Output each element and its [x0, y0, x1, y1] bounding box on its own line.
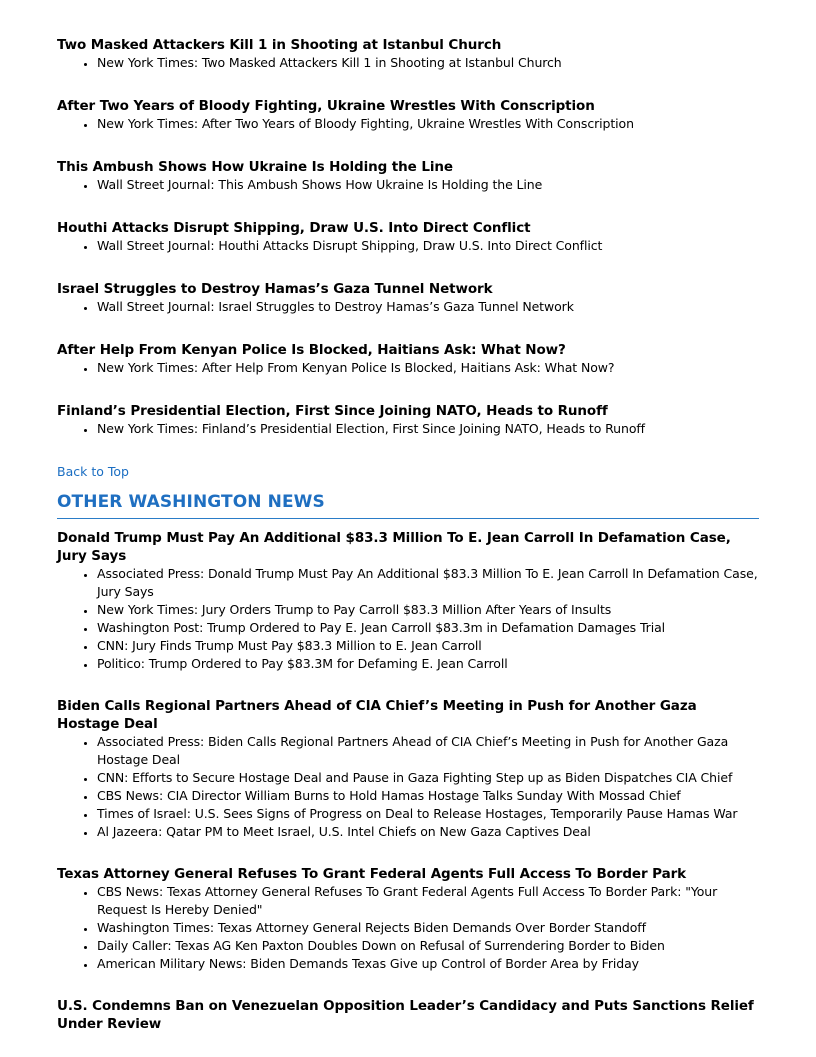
- source-link[interactable]: • Politico: Trump Ordered to Pay $83.3M for Defaming E. Jean Carroll: [97, 655, 759, 673]
- source-list: [57, 298, 759, 316]
- story-item: [57, 341, 759, 402]
- story-title[interactable]: After Help From Kenyan Police Is Blocked, Haitians Ask: What Now?: [57, 342, 566, 358]
- source-link[interactable]: • American Military News: Biden Demands Texas Give up Control of Border Area by Friday: [97, 955, 759, 973]
- source-list: [57, 359, 759, 377]
- source-link[interactable]: • Daily Caller: Texas AG Ken Paxton Doubles Down on Refusal of Surrendering Border to Biden: [97, 937, 759, 955]
- story-title[interactable]: Houthi Attacks Disrupt Shipping, Draw U.S. Into Direct Conflict: [57, 220, 531, 236]
- story-title[interactable]: Texas Attorney General Refuses To Grant Federal Agents Full Access To Border Park: [57, 866, 687, 882]
- story-title[interactable]: Donald Trump Must Pay An Additional $83.3 Million To E. Jean Carroll In Defamation Case, Jury Says: [57, 530, 731, 564]
- story-title[interactable]: Two Masked Attackers Kill 1 in Shooting at Istanbul Church: [57, 37, 502, 53]
- source-link[interactable]: • Washington Post: Trump Ordered to Pay E. Jean Carroll $83.3m in Defamation Damages Trial: [97, 619, 759, 637]
- source-link[interactable]: • CNN: Jury Finds Trump Must Pay $83.3 Million to E. Jean Carroll: [97, 637, 759, 655]
- source-list: [57, 733, 759, 841]
- source-link[interactable]: • Al Jazeera: Qatar PM to Meet Israel, U.S. Intel Chiefs on New Gaza Captives Deal: [97, 823, 759, 841]
- source-link[interactable]: • CBS News: CIA Director William Burns to Hold Hamas Hostage Talks Sunday With Mossad Chief: [97, 787, 759, 805]
- source-link[interactable]: • New York Times: After Help From Kenyan Police Is Blocked, Haitians Ask: What Now?: [97, 359, 759, 377]
- source-link[interactable]: • CNN: Efforts to Secure Hostage Deal and Pause in Gaza Fighting Step up as Biden Dispatches CIA Chief: [97, 769, 759, 787]
- source-list: [57, 420, 759, 438]
- source-list: [57, 883, 759, 973]
- source-list: [57, 237, 759, 255]
- story-item: [57, 280, 759, 341]
- world-news-list: [57, 36, 759, 463]
- source-link[interactable]: • New York Times: After Two Years of Bloody Fighting, Ukraine Wrestles With Conscription: [97, 115, 759, 133]
- source-link[interactable]: • Washington Times: Texas Attorney General Rejects Biden Demands Over Border Standoff: [97, 919, 759, 937]
- story-title[interactable]: U.S. Condemns Ban on Venezuelan Opposition Leader’s Candidacy and Puts Sanctions Relief Under Review: [57, 998, 754, 1032]
- source-link[interactable]: • Associated Press: Donald Trump Must Pay An Additional $83.3 Million To E. Jean Carroll In Defamation Case, Jury Says: [97, 565, 759, 601]
- source-link[interactable]: • New York Times: Jury Orders Trump to Pay Carroll $83.3 Million After Years of Insults: [97, 601, 759, 619]
- story-title[interactable]: Finland’s Presidential Election, First Since Joining NATO, Heads to Runoff: [57, 403, 608, 419]
- source-list: [57, 176, 759, 194]
- story-title[interactable]: This Ambush Shows How Ukraine Is Holding the Line: [57, 159, 453, 175]
- source-link[interactable]: • Wall Street Journal: This Ambush Shows How Ukraine Is Holding the Line: [97, 176, 759, 194]
- source-link[interactable]: • Associated Press: Biden Calls Regional Partners Ahead of CIA Chief’s Meeting in Push for Another Gaza Hostage Deal: [97, 733, 759, 769]
- section-heading: OTHER WASHINGTON NEWS: [57, 491, 759, 519]
- story-item: [57, 219, 759, 280]
- story-title[interactable]: Israel Struggles to Destroy Hamas’s Gaza Tunnel Network: [57, 281, 493, 297]
- story-item: [57, 997, 759, 1033]
- story-item: [57, 402, 759, 463]
- story-item: [57, 97, 759, 158]
- story-item: [57, 36, 759, 97]
- story-item: [57, 865, 759, 973]
- source-list: [57, 565, 759, 673]
- source-link[interactable]: • CBS News: Texas Attorney General Refuses To Grant Federal Agents Full Access To Border Park: "Your Request Is Hereby Denied": [97, 883, 759, 919]
- story-item: [57, 697, 759, 841]
- source-link[interactable]: • Times of Israel: U.S. Sees Signs of Progress on Deal to Release Hostages, Temporarily Pause Hamas War: [97, 805, 759, 823]
- source-link[interactable]: • Wall Street Journal: Houthi Attacks Disrupt Shipping, Draw U.S. Into Direct Conflict: [97, 237, 759, 255]
- washington-news-list: [57, 529, 759, 1033]
- newsletter-page: [57, 36, 759, 1057]
- source-link[interactable]: • New York Times: Two Masked Attackers Kill 1 in Shooting at Istanbul Church: [97, 54, 759, 72]
- story-item: [57, 529, 759, 673]
- story-title[interactable]: Biden Calls Regional Partners Ahead of CIA Chief’s Meeting in Push for Another Gaza Hostage Deal: [57, 698, 697, 732]
- source-list: [57, 54, 759, 72]
- source-list: [57, 115, 759, 133]
- source-link[interactable]: • Wall Street Journal: Israel Struggles to Destroy Hamas’s Gaza Tunnel Network: [97, 298, 759, 316]
- story-title[interactable]: After Two Years of Bloody Fighting, Ukraine Wrestles With Conscription: [57, 98, 595, 114]
- back-to-top-link[interactable]: Back to Top: [57, 464, 129, 479]
- story-item: [57, 158, 759, 219]
- source-link[interactable]: • New York Times: Finland’s Presidential Election, First Since Joining NATO, Heads to Runoff: [97, 420, 759, 438]
